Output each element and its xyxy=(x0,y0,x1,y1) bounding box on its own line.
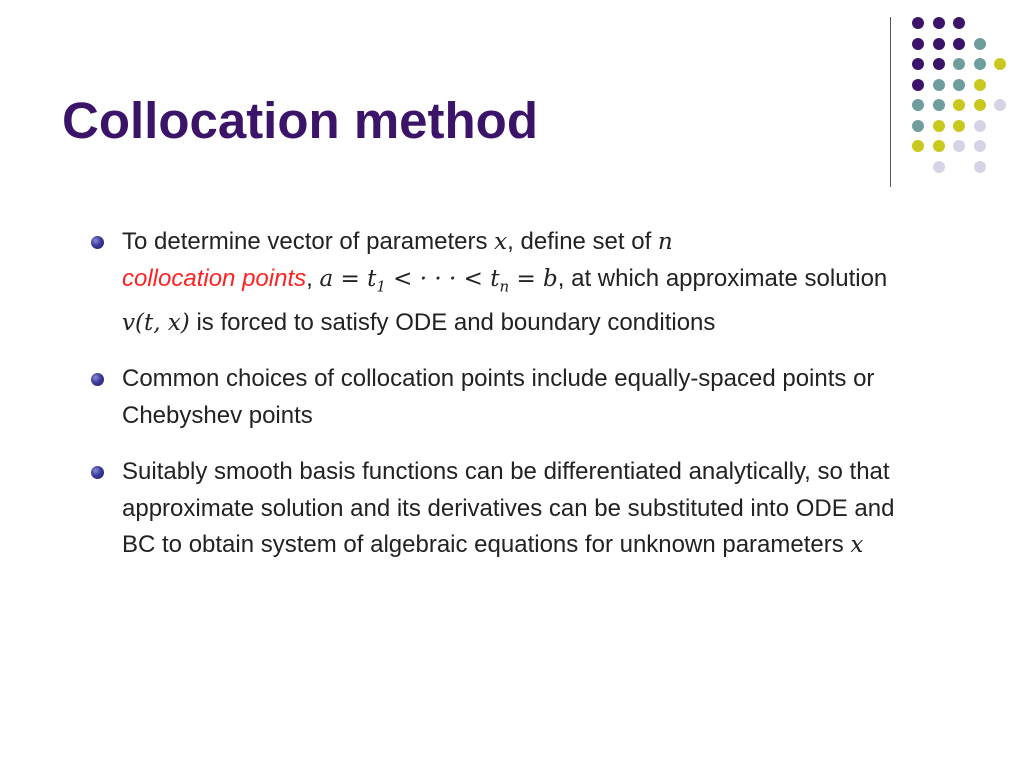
math-subscript: 1 xyxy=(376,277,386,296)
math-part: a = t xyxy=(319,265,377,292)
decor-dot xyxy=(912,17,924,29)
decor-dot xyxy=(912,79,924,91)
decor-dot xyxy=(933,58,945,70)
decor-dot xyxy=(974,79,986,91)
decor-dot xyxy=(933,38,945,50)
decor-dot xyxy=(953,38,965,50)
bullet-list xyxy=(90,224,920,584)
bullet-1-text-part: , xyxy=(306,264,320,292)
decor-dot xyxy=(953,79,965,91)
bullet-1-text-part: , define set of xyxy=(507,228,658,255)
bullet-dot-icon xyxy=(91,373,104,386)
decor-dot xyxy=(933,140,945,152)
bullet-dot-icon xyxy=(91,236,104,249)
title-divider-line xyxy=(890,17,891,187)
bullet-1-text-part: To determine vector of parameters xyxy=(122,228,495,255)
decor-dot xyxy=(933,17,945,29)
collocation-points-highlight: collocation points xyxy=(122,264,307,292)
bullet-1-text-part: is forced to satisfy ODE and boundary conditions xyxy=(189,308,716,336)
decor-dot xyxy=(912,120,924,132)
decor-dot xyxy=(974,38,986,50)
slide-title: Collocation method xyxy=(62,92,538,149)
decor-dot xyxy=(974,161,986,173)
bullet-3-text: Suitably smooth basis functions can be differentiated analytically, so that approximate solution and its derivatives can be substituted into ODE and BC to obtain system of algebraic equations for unknown parameters xyxy=(122,458,895,559)
math-part: = b xyxy=(509,265,558,292)
math-n: n xyxy=(657,229,673,255)
decor-dot xyxy=(994,58,1006,70)
math-x: x xyxy=(850,532,864,559)
decor-dot xyxy=(994,99,1006,111)
decor-dot xyxy=(912,99,924,111)
decor-dot xyxy=(933,99,945,111)
decor-dot xyxy=(953,17,965,29)
decor-dot xyxy=(953,140,965,152)
decor-dot xyxy=(974,140,986,152)
decor-dot xyxy=(912,38,924,50)
bullet-item-3 xyxy=(90,454,920,564)
decor-dot xyxy=(933,79,945,91)
decor-dot xyxy=(912,58,924,70)
bullet-dot-icon xyxy=(91,466,104,479)
decor-dot xyxy=(912,140,924,152)
decor-dot xyxy=(974,120,986,132)
decor-dot xyxy=(953,120,965,132)
math-part: < · · · < t xyxy=(385,265,500,292)
math-v-t-x: v(t, x) xyxy=(122,309,190,336)
decor-dot xyxy=(953,99,965,111)
decor-dot xyxy=(974,58,986,70)
decor-dot xyxy=(933,120,945,132)
math-x: x xyxy=(494,229,508,255)
math-interval xyxy=(319,265,558,296)
bullet-2-text: Common choices of collocation points include equally-spaced points or Chebyshev points xyxy=(122,365,875,429)
bullet-item-1 xyxy=(90,224,920,341)
bullet-1-text-part: , at which approximate solution xyxy=(557,264,888,292)
bullet-item-2 xyxy=(90,361,920,434)
math-subscript: n xyxy=(499,277,510,296)
decor-dot xyxy=(933,161,945,173)
decor-dot xyxy=(953,58,965,70)
decor-dot xyxy=(974,99,986,111)
